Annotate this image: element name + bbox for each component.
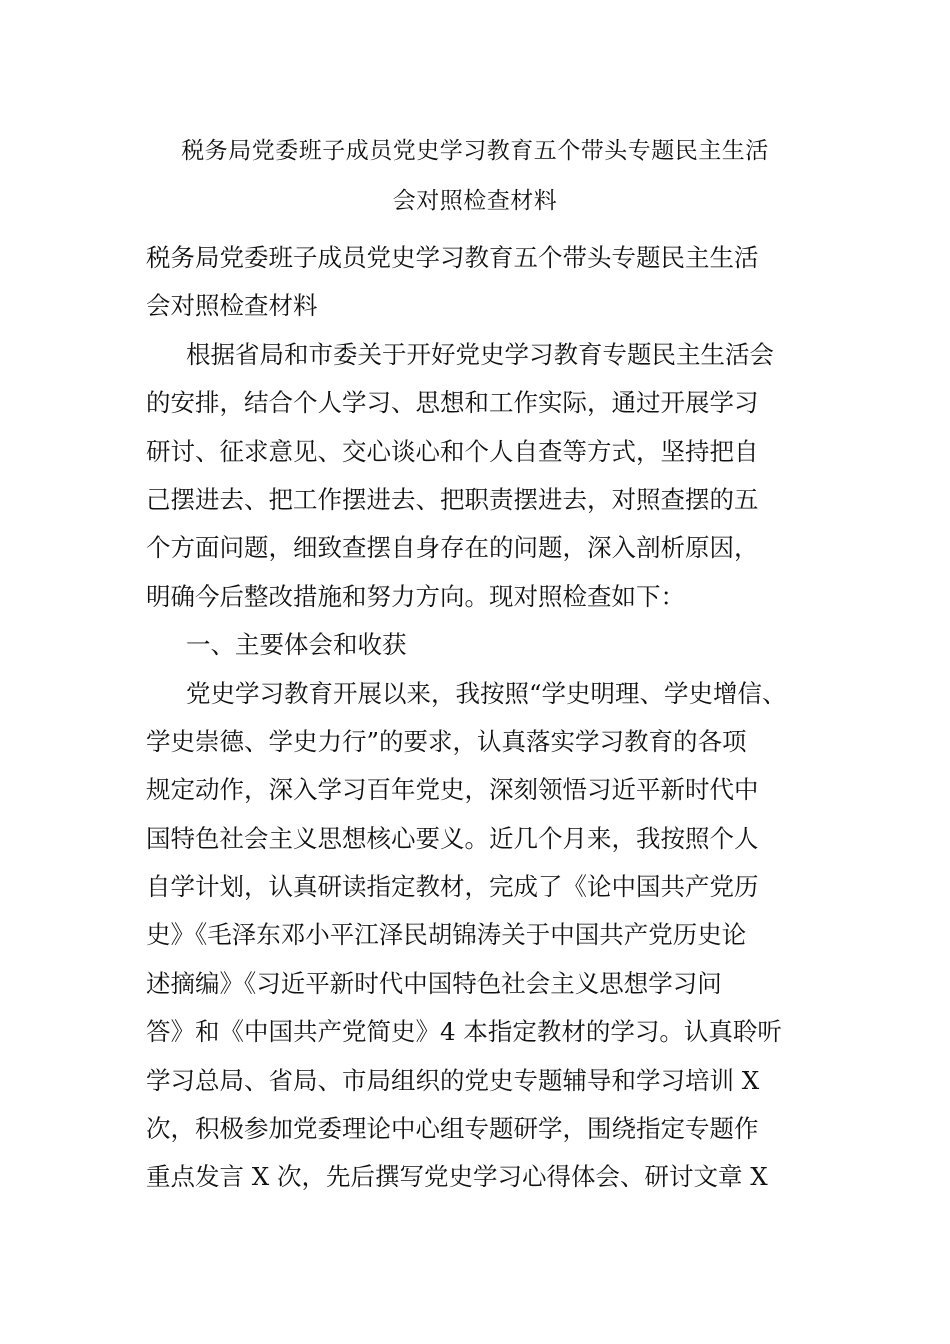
document-title-line-1: 税务局党委班子成员党史学习教育五个带头专题民主生活 (181, 138, 769, 164)
body-line: 自学计划，认真研读指定教材，完成了《论中国共产党历 (146, 872, 759, 902)
body-line: 党史学习教育开展以来，我按照“学史明理、学史增信、 (186, 678, 787, 708)
document-title-line-2: 会对照检查材料 (392, 188, 558, 214)
body-line: 答》和《中国共产党简史》4 本指定教材的学习。认真聆听 (146, 1017, 782, 1047)
body-line: 学史崇德、学史力行”的要求，认真落实学习教育的各项 (146, 726, 747, 756)
body-line: 史》《毛泽东邓小平江泽民胡锦涛关于中国共产党历史论 (146, 920, 747, 950)
body-line: 税务局党委班子成员党史学习教育五个带头专题民主生活 (146, 243, 759, 272)
body-line: 会对照检查材料 (146, 291, 318, 321)
body-line: 根据省局和市委关于开好党史学习教育专题民主生活会 (186, 339, 774, 369)
document-body (146, 234, 816, 1202)
body-line: 述摘编》《习近平新时代中国特色社会主义思想学习问 (146, 968, 722, 998)
body-line: 国特色社会主义思想核心要义。近几个月来，我按照个人 (146, 823, 759, 853)
body-line: 个方面问题，细致查摆自身存在的问题，深入剖析原因， (146, 533, 759, 563)
body-line: 研讨、征求意见、交心谈心和个人自查等方式，坚持把自 (146, 436, 759, 466)
body-line: 一、主要体会和收获 (186, 630, 407, 660)
body-line: 明确今后整改措施和努力方向。现对照检查如下： (146, 581, 685, 611)
body-line: 重点发言 X 次，先后撰写党史学习心得体会、研讨文章 X (146, 1162, 768, 1192)
body-line: 次，积极参加党委理论中心组专题研学，围绕指定专题作 (146, 1114, 759, 1144)
body-line: 学习总局、省局、市局组织的党史专题辅导和学习培训 X (146, 1065, 760, 1095)
body-line: 己摆进去、把工作摆进去、把职责摆进去，对照查摆的五 (146, 484, 759, 514)
body-line: 的安排，结合个人学习、思想和工作实际，通过开展学习 (146, 388, 759, 418)
body-line: 规定动作，深入学习百年党史，深刻领悟习近平新时代中 (146, 775, 759, 805)
